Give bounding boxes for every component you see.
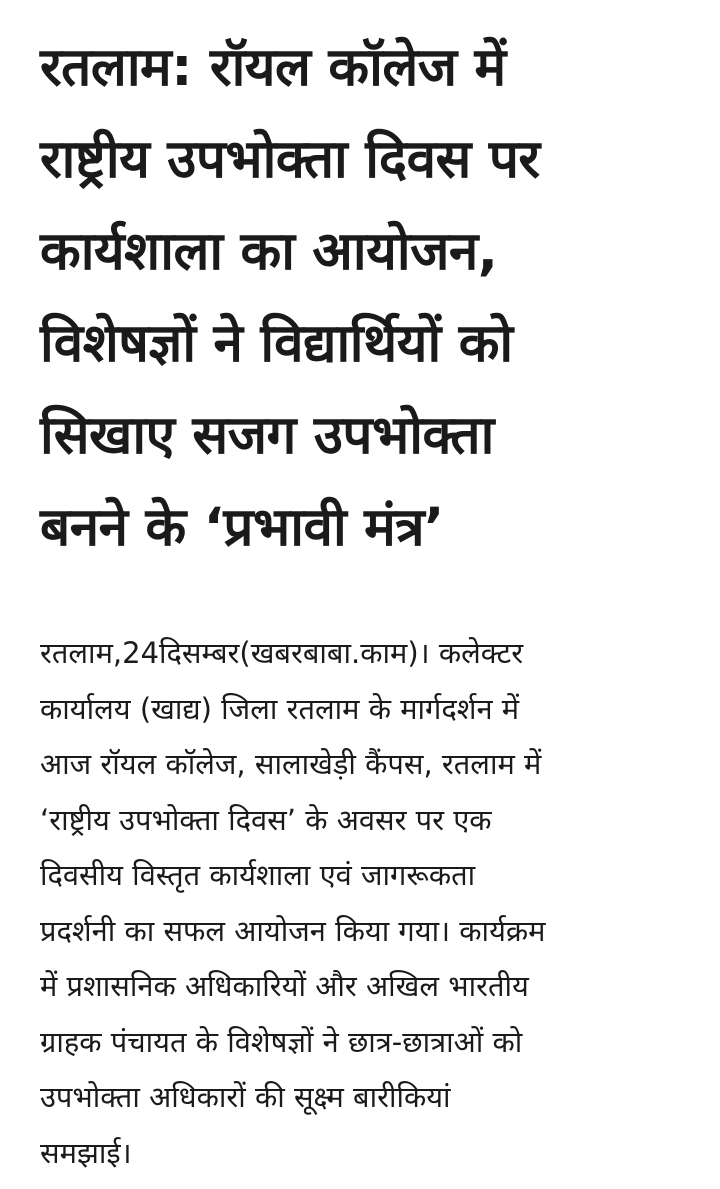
headline-line: सिखाए सजग उपभोक्ता bbox=[40, 405, 494, 466]
body-line: में प्रशासनिक अधिकारियों और अखिल भारतीय bbox=[40, 969, 529, 1003]
article-body bbox=[40, 626, 700, 1181]
headline-line: रतलाम: रॉयल कॉलेज में bbox=[40, 37, 506, 98]
body-line: ग्राहक पंचायत के विशेषज्ञों ने छात्र-छात्राओं को bbox=[40, 1024, 523, 1059]
headline-line: विशेषज्ञों ने विद्यार्थियों को bbox=[40, 313, 513, 374]
headline-line: कार्यशाला का आयोजन, bbox=[40, 221, 498, 282]
body-line: प्रदर्शनी का सफल आयोजन किया गया। कार्यक्रम bbox=[40, 913, 546, 948]
body-line: रतलाम,24दिसम्बर(खबरबाबा.काम)। कलेक्टर bbox=[40, 636, 524, 670]
body-line: समझाई। bbox=[40, 1135, 132, 1170]
news-article bbox=[40, 0, 690, 1170]
headline-line: राष्ट्रीय उपभोक्ता दिवस पर bbox=[40, 129, 540, 190]
body-line: आज रॉयल कॉलेज, सालाखेड़ी कैंपस, रतलाम में bbox=[40, 747, 542, 781]
body-line: ‘राष्ट्रीय उपभोक्ता दिवस’ के अवसर पर एक bbox=[40, 802, 492, 837]
body-line: दिवसीय विस्तृत कार्यशाला एवं जागरूकता bbox=[40, 858, 476, 892]
article-headline bbox=[40, 0, 690, 574]
body-line: कार्यालय (खाद्य) जिला रतलाम के मार्गदर्शन में bbox=[40, 691, 520, 726]
body-line: उपभोक्ता अधिकारों की सूक्ष्म बारीकियां bbox=[40, 1080, 451, 1114]
headline-line: बनने के ‘प्रभावी मंत्र’ bbox=[40, 497, 444, 558]
